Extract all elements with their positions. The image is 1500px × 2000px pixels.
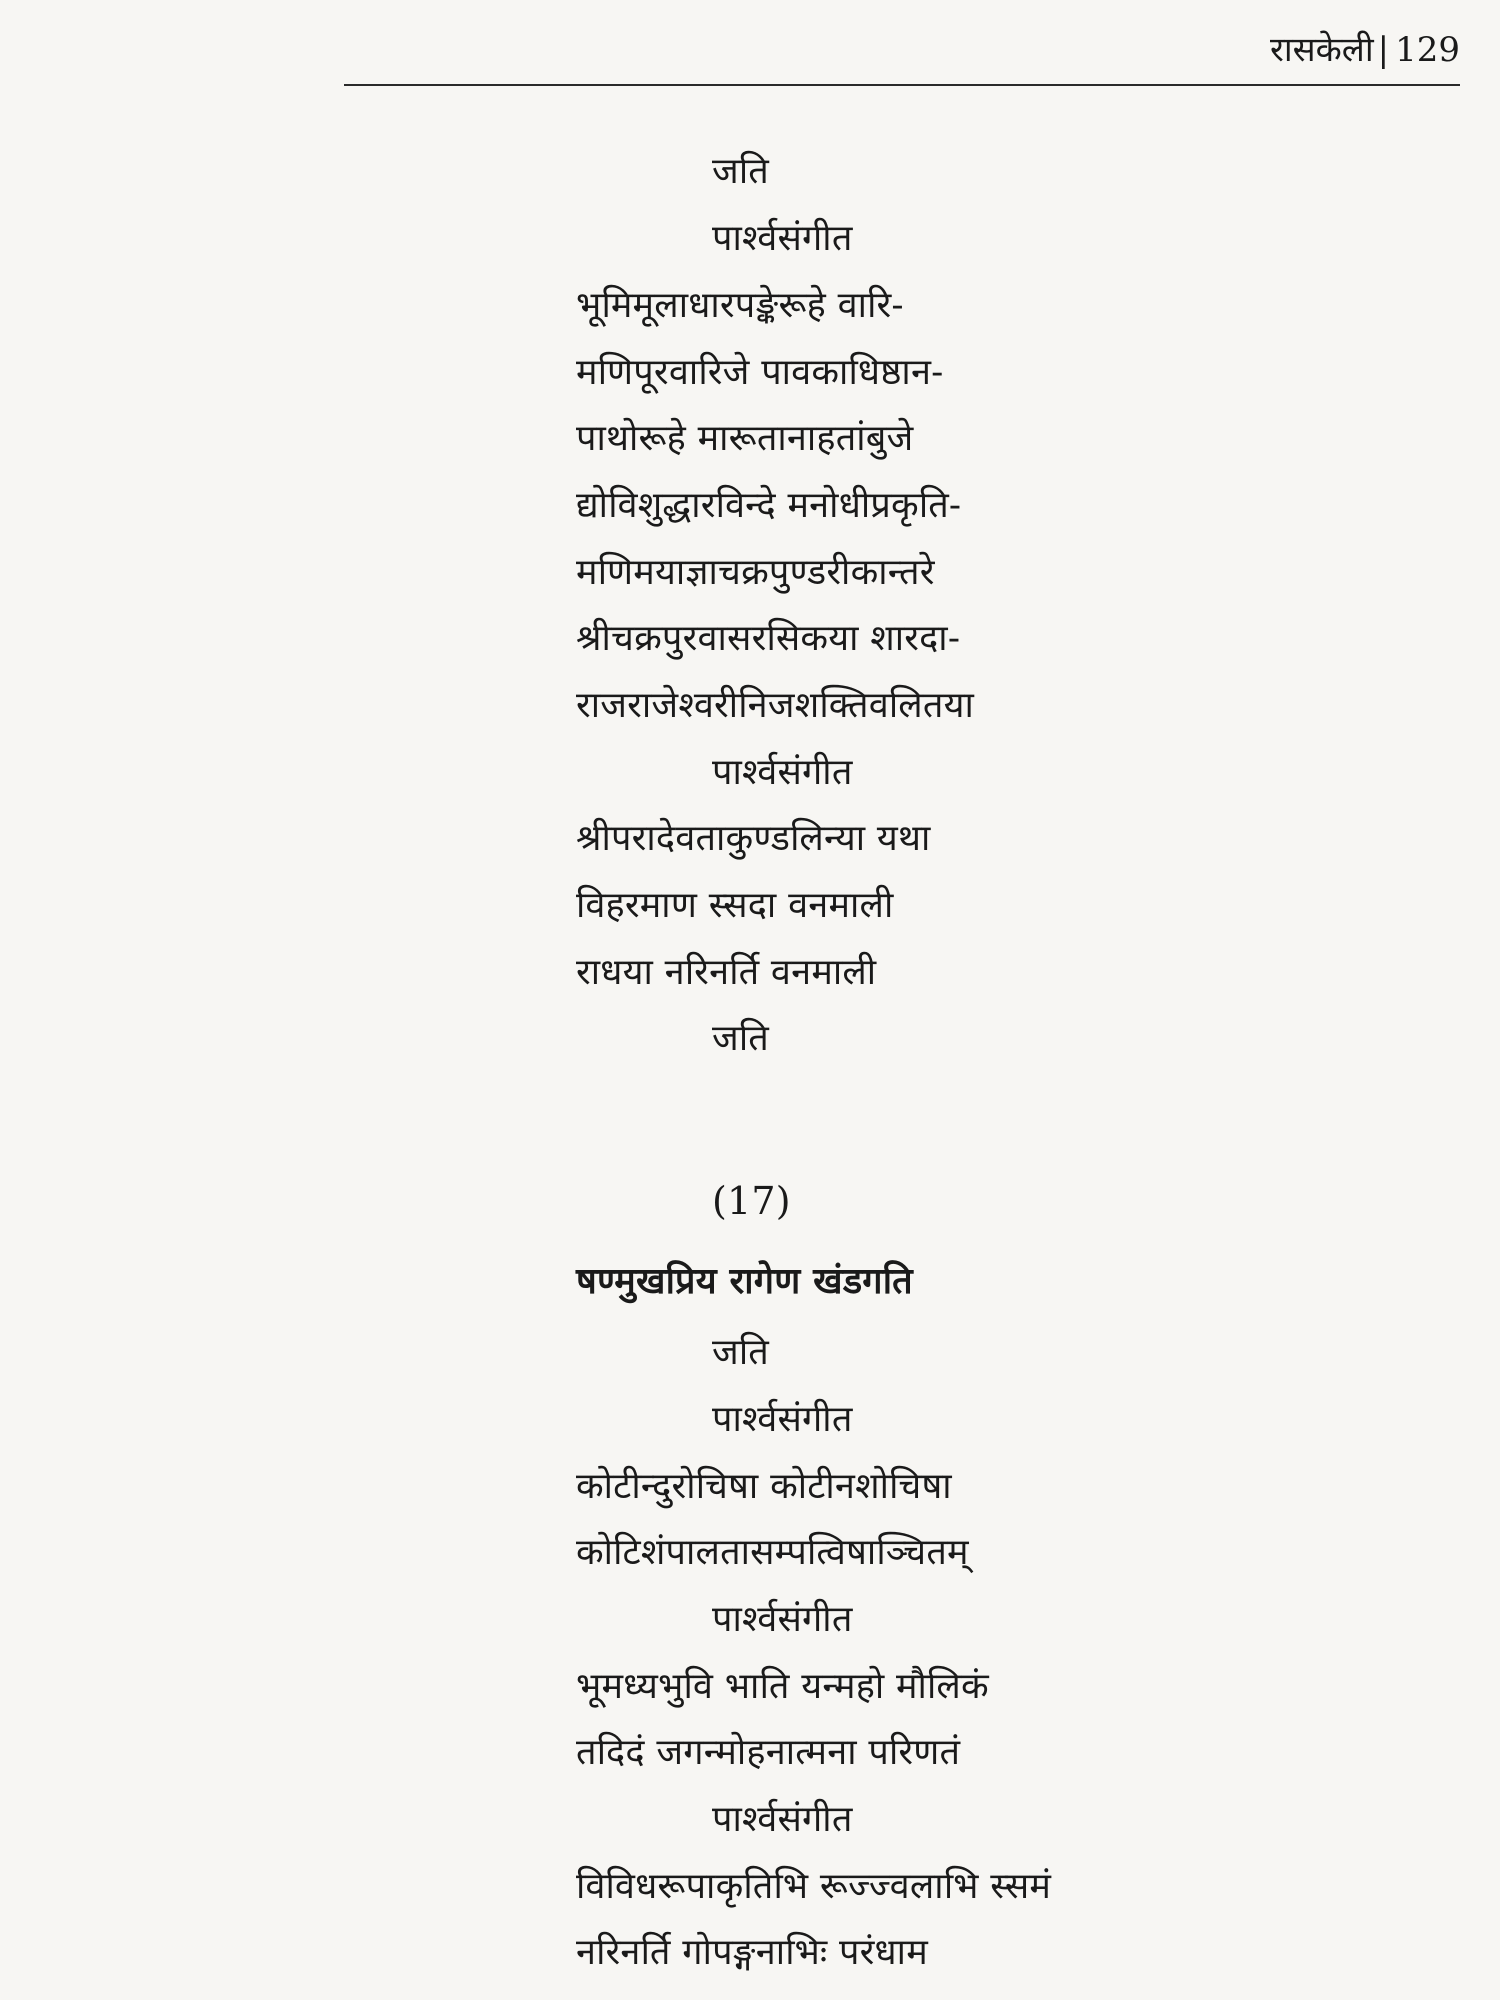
verse-line: नरिनर्ति गोपङ्गनाभिः परंधाम — [576, 1932, 928, 1973]
verse-line: राधया नरिनर्ति वनमाली — [576, 952, 877, 993]
song-number: (17) — [712, 1179, 791, 1223]
page-header — [344, 0, 1460, 86]
verse-line: विहरमाण स्सदा वनमाली — [576, 885, 894, 926]
running-head — [1270, 28, 1460, 72]
page-number: 129 — [1395, 30, 1460, 70]
song-heading: षण्मुखप्रिय रागेण खंडगति — [576, 1260, 913, 1302]
verse-line: पाथोरूहे मारूतानाहतांबुजे — [576, 418, 914, 459]
verse-line: भूमिमूलाधारपङ्केरूहे वारि- — [576, 285, 904, 326]
section-marker-parshvasangeet: पार्श्वसंगीत — [712, 1799, 853, 1840]
section-marker-jati: जति — [712, 1332, 769, 1373]
verse-line: विविधरूपाकृतिभि रूज्ज्वलाभि स्समं — [576, 1866, 1052, 1907]
book-title: रासकेली — [1269, 30, 1374, 70]
section-marker-jati: जति — [712, 151, 769, 192]
section-marker-parshvasangeet: पार्श्वसंगीत — [712, 1599, 853, 1640]
section-marker-parshvasangeet: पार्श्वसंगीत — [712, 752, 853, 793]
verse-line: तदिदं जगन्मोहनात्मना परिणतं — [576, 1732, 961, 1773]
verse-line: भूमध्यभुवि भाति यन्महो मौलिकं — [576, 1666, 989, 1707]
header-separator: | — [1377, 30, 1390, 70]
verse-line: कोटीन्दुरोचिषा कोटीनशोचिषा — [576, 1466, 952, 1507]
verse-line: श्रीचक्रपुरवासरसिकया शारदा- — [576, 618, 961, 659]
verse-line: राजराजेश्वरीनिजशक्तिवलितया — [576, 685, 974, 726]
section-marker-parshvasangeet: पार्श्वसंगीत — [712, 1399, 853, 1440]
section-marker-parshvasangeet: पार्श्वसंगीत — [712, 218, 853, 259]
verse-line: द्योविशुद्धारविन्दे मनोधीप्रकृति- — [576, 485, 962, 526]
verse-line: श्रीपरादेवताकुण्डलिन्या यथा — [576, 818, 931, 859]
verse-line: कोटिशंपालतासम्पत्विषाञ्चितम् — [576, 1532, 969, 1573]
section-marker-jati: जति — [712, 1018, 769, 1059]
verse-line: मणिपूरवारिजे पावकाधिष्ठान- — [576, 352, 944, 393]
verse-line: मणिमयाज्ञाचक्रपुण्डरीकान्तरे — [576, 552, 935, 593]
